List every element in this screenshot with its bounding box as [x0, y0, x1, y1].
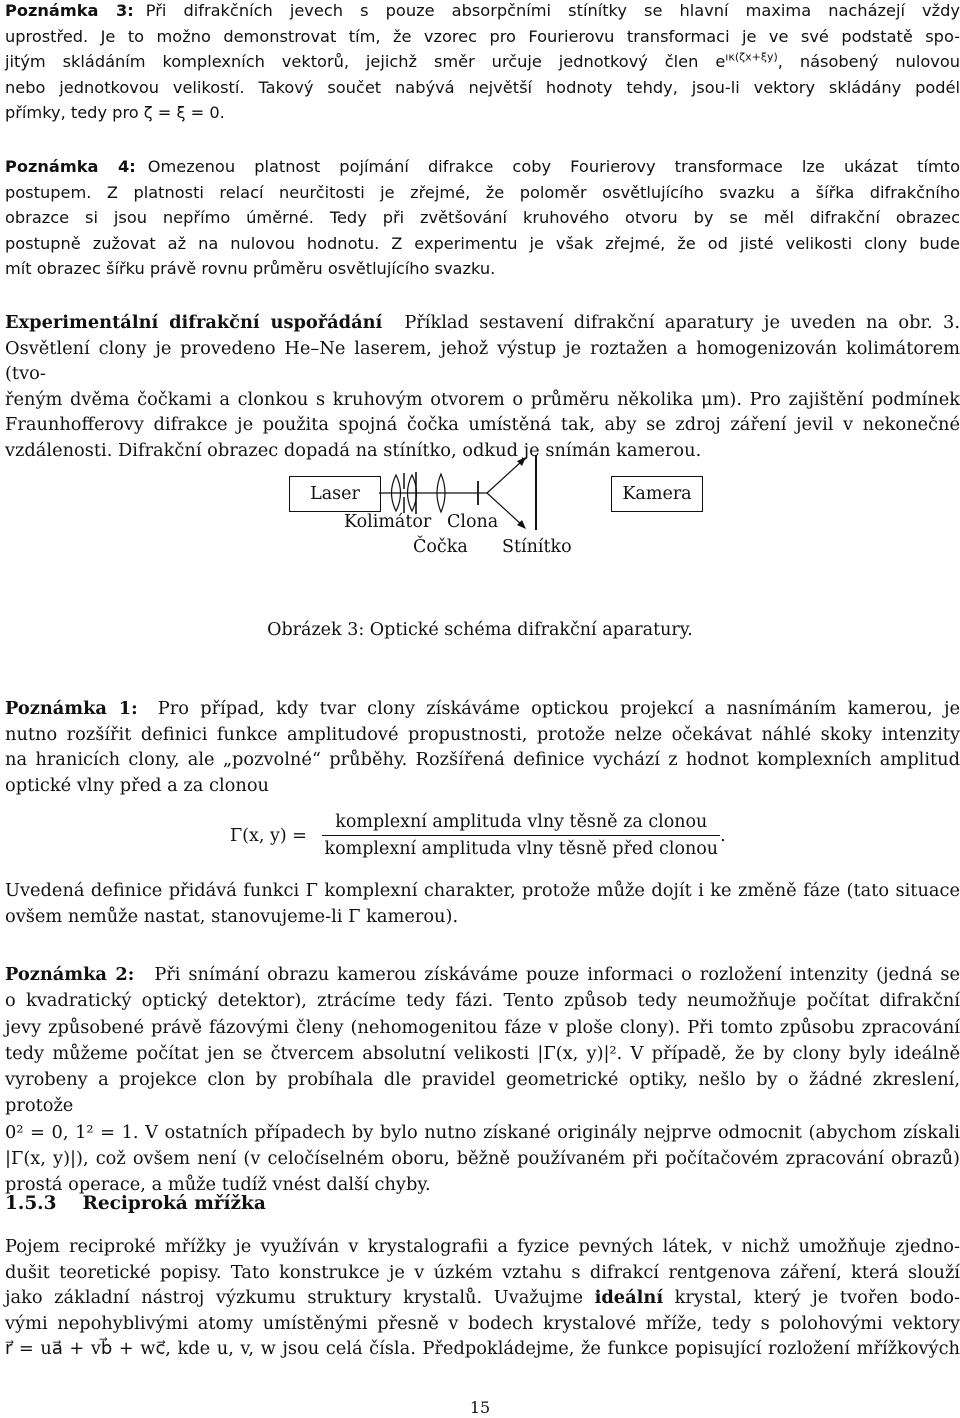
laser-box: Laser	[289, 476, 381, 512]
note-1-line: na hranicích clony, ale „pozvolné“ průběhy. Rozšířená definice vychází z hodnot komplexních amplitud	[5, 749, 960, 770]
beam-cone	[487, 461, 522, 493]
exponent: ıκ(ζx+ξy)	[725, 50, 778, 64]
note-1-line: optické vlny před a za clonou	[5, 774, 269, 796]
note-2-line: jevy způsobené právě fázovými členy (nehomogenitou fáze v ploše clony). Při tomto způsobu zpracování	[5, 1016, 960, 1038]
note-1-line: Pro případ, kdy tvar clony získáváme optickou projekcí a nasnímáním kamerou, je	[157, 698, 960, 719]
formula-numerator: komplexní amplituda vlny těsně za clonou	[322, 812, 720, 836]
note-2	[5, 962, 960, 1199]
experiment-line: řeným dvěma čočkami a clonkou s kruhovým otvorem o průměru několika μm). Pro zajištění podmínek	[5, 388, 960, 410]
note-3-line: Při difrakčních jevech s pouze absorpčními stínítky se hlavní maxima nacházejí vždy	[145, 1, 960, 20]
figure-caption: Obrázek 3: Optické schéma difrakční aparatury.	[267, 620, 693, 640]
note-2-line: prostá operace, a může tudíž vnést další chyby.	[5, 1174, 431, 1196]
note-3-line: nebo jednotkovou velikostí. Takový součet nabývá největší hodnoty tehdy, jsou-li vektory skládány podél	[5, 77, 960, 97]
page-number: 15	[469, 1398, 491, 1417]
note-2-line: 0² = 0, 1² = 1. V ostatních případech by bylo nutno získané originály nejprve odmocnit (abychom získali	[5, 1121, 960, 1143]
label-stinitko: Stínítko	[502, 537, 572, 557]
emphasis-ideal: ideální	[594, 1287, 664, 1308]
optical-schematic	[0, 0, 960, 600]
note-1-line: nutno rozšířit definici funkce amplitudové propustnosti, protože nelze očekávat náhlé skoky intenzity	[5, 723, 960, 745]
formula-denominator: komplexní amplituda vlny těsně před clonou	[324, 839, 719, 859]
reciprocal-paragraph	[5, 1234, 960, 1362]
label-clona: Clona	[447, 512, 499, 532]
section-title: Reciproká mřížka	[82, 1193, 266, 1214]
note-1-title: Poznámka 1:	[5, 698, 138, 719]
note-2-title: Poznámka 2:	[5, 964, 135, 985]
reciprocal-line: dušit teoretické popisy. Tato konstrukce je v úzkém vztahu s difrakcí rentgenova záření, která slouží	[5, 1261, 960, 1283]
experiment-line: Osvětlení clony je provedeno He–Ne laserem, jehož výstup je roztažen a homogenizován kolimátorem (tvo-	[5, 337, 960, 384]
note-3-line: přímky, tedy pro ζ = ξ = 0.	[5, 103, 225, 122]
formula-lhs: Γ(x, y) =	[230, 825, 307, 846]
note-3-title: Poznámka 3:	[5, 1, 134, 20]
reciprocal-line: jako základní nástroj výzkumu struktury krystalů. Uvažujme	[5, 1287, 584, 1308]
note-4-line: Omezenou platnost pojímání difrakce coby Fourierovy transformace lze ukázat tímto	[147, 157, 960, 176]
reciprocal-line: krystal, který je tvořen bodo-	[674, 1287, 960, 1308]
note-2-line: vyrobeny a projekce clon by probíhala dle pravidel geometrické optiky, nešlo by o žádné zkreslení, protože	[5, 1069, 960, 1117]
experiment-title: Experimentální difrakční uspořádání	[5, 312, 383, 333]
note-2-line: tedy můžeme počítat jen se čtvercem absolutní velikosti |Γ(x, y)|². V případě, že by clony byly ideálně	[5, 1042, 960, 1064]
note-4-line: obrazce si jsou nepřímo úměrné. Tedy při zvětšování kruhového otvoru by se měl difrakční obrazec	[5, 208, 960, 227]
note-3-line: , násobený nulovou	[777, 52, 960, 71]
section-heading	[5, 1193, 266, 1214]
label-kolimator: Kolimátor	[344, 512, 432, 532]
note-4-line: mít obrazec šířku právě rovnu průměru osvětlujícího svazku.	[5, 259, 496, 278]
note-3-line: uprostřed. Je to možno demonstrovat tím, že vzorec pro Fourierovu transformaci je ve své podstatě spo-	[5, 26, 960, 46]
reciprocal-line: r⃗ = ua⃗ + vb⃗ + wc⃗, kde u, v, w jsou celá čísla. Předpokládejme, že funkce popisující rozložení mřížkových	[5, 1338, 960, 1359]
reciprocal-line: Pojem reciproké mřížky je využíván v krystalografii a fyzice pevných látek, v nichž umožňuje zjedno-	[5, 1236, 960, 1257]
note-1-after-line: Uvedená definice přidává funkci Γ komplexní charakter, protože může dojít i ke změně fáze (tato situace	[5, 880, 960, 901]
camera-box: Kamera	[611, 476, 703, 512]
reciprocal-line: vými nepohyblivými atomy umístěnými přesně v bodech krystalové mříže, tedy s polohovými vektory	[5, 1312, 960, 1334]
note-4-line: postupně zužovat až na nulovou hodnotu. Z experimentu je však zřejmé, že od jisté velikosti clony bude	[5, 233, 960, 253]
note-1-after	[5, 878, 960, 929]
experiment-line: Fraunhofferovy difrakce je použita spojná čočka umístěná tak, aby se zdroj záření jevil v nekonečné	[5, 414, 960, 435]
note-1	[5, 696, 960, 798]
gamma-formula	[230, 812, 726, 859]
note-3-line: jitým skládáním komplexních vektorů, jejichž směr určuje jednotkový člen e	[5, 52, 726, 71]
note-2-line: |Γ(x, y)|), což ovšem není (v celočíselném oboru, běžně používaném při počítačovém zpracování obrazů)	[5, 1148, 960, 1170]
experiment-line: Příklad sestavení difrakční aparatury je uveden na obr. 3.	[404, 312, 960, 333]
section-number: 1.5.3	[5, 1193, 57, 1214]
note-4-title: Poznámka 4:	[5, 157, 136, 176]
label-cocka: Čočka	[413, 537, 468, 557]
formula-end: .	[720, 825, 726, 846]
formula-fraction	[322, 812, 720, 859]
note-2-line: Při snímání obrazu kamerou získáváme pouze informaci o rozložení intenzity (jedná se	[154, 964, 960, 985]
note-1-after-line: ovšem nemůže nastat, stanovujeme-li Γ kamerou).	[5, 905, 459, 927]
note-4-line: postupem. Z platnosti relací neurčitosti je zřejmé, že poloměr osvětlujícího svazku a šířka difrakčního	[5, 182, 960, 202]
experiment-line: vzdálenosti. Difrakční obrazec dopadá na stínítko, odkud je snímán kamerou.	[5, 439, 702, 461]
note-2-line: o kvadratický optický detektor), ztrácíme tedy fázi. Tento způsob tedy neumožňuje počítat difrakční	[5, 990, 960, 1012]
